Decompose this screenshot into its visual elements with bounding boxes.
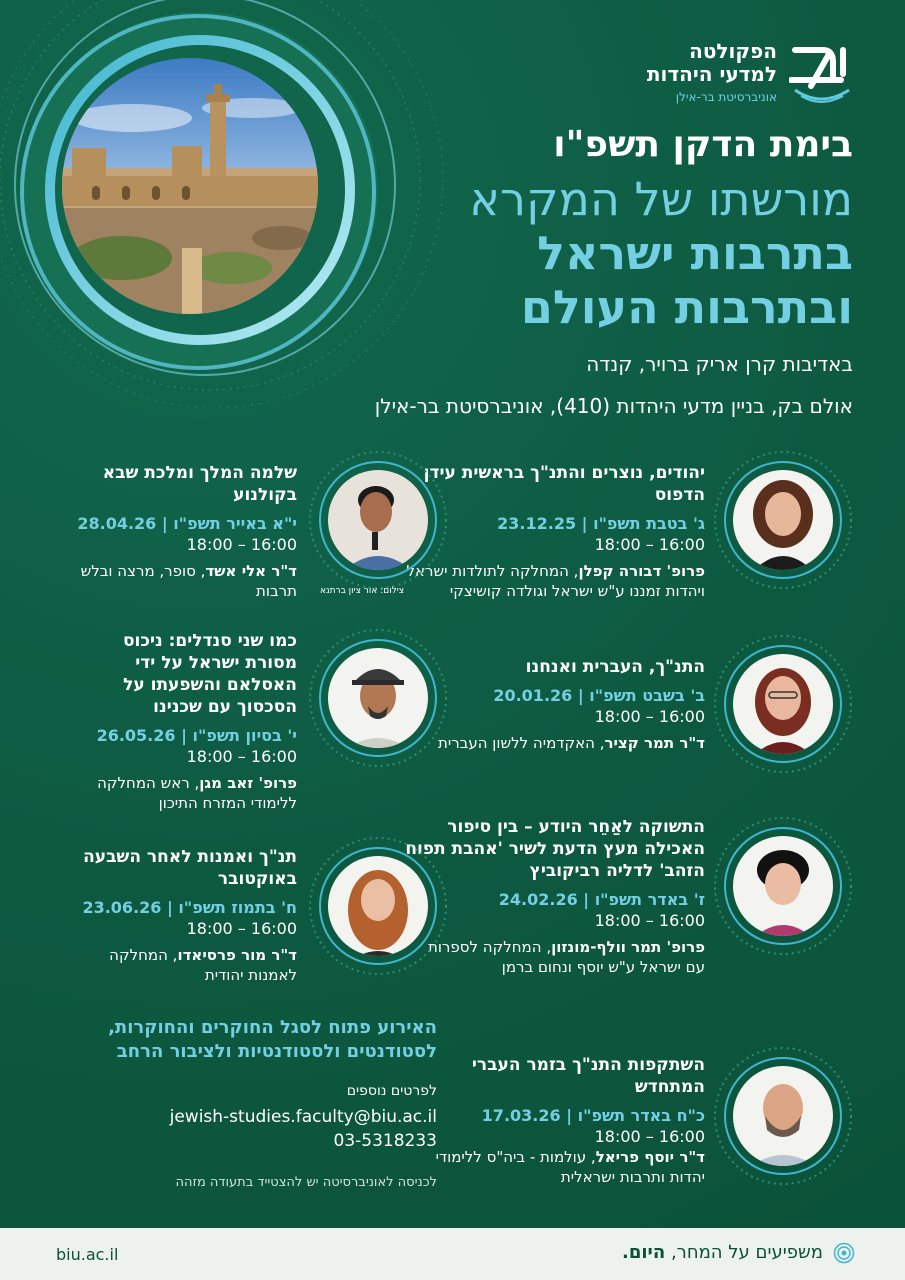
lecture-speaker: [405, 561, 705, 601]
faculty-name: [647, 40, 777, 104]
speaker-affiliation: , המחלקה לאמנות יהודית: [109, 946, 297, 984]
slogan: [622, 1242, 823, 1263]
entry-id-note: לכניסה לאוניברסיטה יש להצטייד בתעודה מזהה: [175, 1175, 437, 1190]
speaker-affiliation: , ראש המחלקה ללימודי המזרח התיכון: [97, 774, 297, 812]
lecture-7: [67, 846, 297, 985]
lecture-title: השתקפות התנ"ך בזמר העברי המתחדש: [471, 1055, 705, 1097]
venue: אולם בק, בניין מדעי היהדות (410), אוניברסיטת בר-אילן: [374, 394, 853, 418]
main-title-line-3: ובתרבות העולם: [520, 280, 853, 334]
more-details-label: לפרטים נוספים: [346, 1083, 437, 1099]
lecture-date: י' בסיון תשפ"ו | 26.05.26: [96, 726, 297, 745]
slogan-text: משפיעים על המחר,: [665, 1242, 823, 1263]
speaker-name: פרופ' דבורה קפלן: [578, 562, 705, 580]
lecture-time: 16:00 – 18:00: [186, 919, 297, 938]
speaker-affiliation: , המחלקה לספרות עם ישראל ע"ש יוסף ונחום ברמן: [427, 938, 705, 976]
contact-email[interactable]: jewish-studies.faculty@biu.ac.il: [169, 1107, 437, 1127]
speaker-affiliation: , האקדמיה ללשון העברית: [438, 734, 605, 752]
lecture-2: [405, 656, 705, 753]
lecture-date: כ"ח באדר תשפ"ו | 17.03.26: [481, 1106, 705, 1125]
website-link[interactable]: biu.ac.il: [56, 1245, 119, 1264]
lecture-date: ג' בטבת תשפ"ו | 23.12.25: [497, 514, 705, 533]
lecture-speaker: [405, 1147, 705, 1187]
lecture-title: התנ"ך, העברית ואנחנו: [525, 657, 705, 677]
lecture-time: 16:00 – 18:00: [594, 535, 705, 554]
donor-credit: באדיבות קרן אריק ברויר, קנדה: [586, 352, 853, 376]
lecture-1: [405, 462, 705, 601]
lecture-date: ז' באדר תשפ"ו | 24.02.26: [498, 890, 705, 909]
lecture-5: [67, 462, 297, 601]
main-title-line-2: בתרבות ישראל: [537, 226, 853, 280]
lecture-title: תנ"ך ואמנות לאחר השבעה באוקטובר: [83, 847, 297, 889]
speaker-photo-katsir: [711, 632, 855, 776]
lecture-3: [405, 816, 705, 977]
lecture-title: שלמה המלך ומלכת שבא בקולנוע: [102, 463, 297, 505]
lecture-time: 16:00 – 18:00: [594, 911, 705, 930]
speaker-name: פרופ' תמר וולף-מונזון: [551, 938, 705, 956]
speaker-name: ד"ר תמר קציר: [604, 734, 705, 752]
event-series-title: בימת הדקן תשפ"ו: [553, 124, 853, 165]
speaker-name: ד"ר מור פרסיאדו: [177, 946, 297, 964]
lecture-date: ב' בשבט תשפ"ו | 20.01.26: [493, 686, 705, 705]
speaker-name: ד"ר יוסף פריאל: [595, 1148, 705, 1166]
speaker-photo-priel: [711, 1044, 855, 1188]
lecture-time: 16:00 – 18:00: [186, 535, 297, 554]
open-event-notice: האירוע פתוח לסגל החוקרים והחוקרות, לסטודנטים ולסטודנטיות ולציבור הרחב: [108, 1017, 437, 1062]
lecture-date: י"א באייר תשפ"ו | 28.04.26: [77, 514, 297, 533]
speaker-photo-magen: [306, 626, 450, 770]
speaker-name: פרופ' זאב מגן: [199, 774, 297, 792]
lecture-speaker: [405, 733, 705, 753]
tower-of-david-photo: [62, 58, 318, 314]
lecture-time: 16:00 – 18:00: [186, 747, 297, 766]
lecture-date: ח' בתמוז תשפ"ו | 23.06.26: [82, 898, 297, 917]
speaker-photo-kaplan: [711, 448, 855, 592]
footer-bar: [0, 1228, 905, 1280]
speaker-photo-ashed: [306, 448, 450, 592]
lecture-speaker: [405, 937, 705, 977]
speaker-affiliation: , המחלקה לתולדות ישראל ויהדות זמננו ע"ש ישראל וגולדה קושיצקי: [406, 562, 705, 600]
lecture-time: 16:00 – 18:00: [594, 707, 705, 726]
photo-credit: צילום: אור ציון ברתנא: [320, 586, 405, 596]
faculty-line-1: הפקולטה: [689, 39, 777, 63]
speaker-affiliation: , עולמות - ביה"ס ללימודי יהדות ותרבות ישראלית: [435, 1148, 705, 1186]
speaker-photo-persiado: [306, 834, 450, 978]
contact-phone[interactable]: 03-5318233: [333, 1131, 437, 1151]
speaker-photo-wolf-monzon: [711, 814, 855, 958]
main-title-line-1: מורשתו של המקרא: [469, 172, 853, 226]
speaker-name: ד"ר אלי אשד: [205, 562, 297, 580]
lecture-title: כמו שני סנדלים: ניכוס מסורת ישראל על ידי האסלאם והשפעתו על הסכסוך עם שכנינו: [122, 631, 297, 717]
lecture-speaker: [67, 945, 297, 985]
lecture-speaker: [67, 561, 297, 601]
lecture-speaker: [67, 773, 297, 813]
bar-ilan-logo: [789, 40, 855, 106]
slogan-bold: היום.: [622, 1242, 666, 1263]
lecture-title: התשוקה לאַחֵר היודע – בין סיפור האכילה מעץ הדעת לשיר 'אהבת תפוח הזהב' לדליה רביקוביץ: [405, 817, 705, 881]
target-rings-icon: [833, 1242, 855, 1264]
lecture-4: [405, 1054, 705, 1187]
lecture-time: 16:00 – 18:00: [594, 1127, 705, 1146]
university-name: אוניברסיטת בר-אילן: [675, 90, 777, 104]
faculty-line-2: למדעי היהדות: [646, 62, 777, 86]
speaker-affiliation: , סופר, מרצה ובלש תרבות: [80, 562, 297, 600]
lecture-title: יהודים, נוצרים והתנ"ך בראשית עידן הדפוס: [423, 463, 705, 505]
lecture-6: [67, 630, 297, 813]
